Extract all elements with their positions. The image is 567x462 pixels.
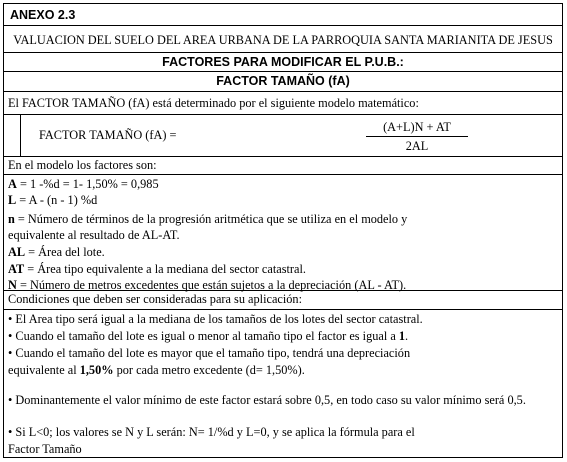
factor-tamano-heading: FACTOR TAMAÑO (fA) (216, 74, 350, 88)
condition-valor-minimo: • Dominantemente el valor mínimo de este factor estará sobre 0,5, en todo caso su valor mínimo será 0,5. (8, 393, 526, 407)
definition-a (8, 177, 159, 192)
definitions-row (4, 175, 562, 291)
annex-number: ANEXO 2.3 (10, 8, 76, 22)
definition-text: = Número de metros excedentes que están sujetos a la depreciación (AL - AT). (16, 278, 407, 292)
intro-text: El FACTOR TAMAÑO (fA) está determinado por el siguiente modelo matemático: (8, 96, 419, 110)
definition-text: = Área del lote. (25, 245, 105, 259)
annex-title-row (4, 4, 562, 26)
condition-mayor: • Cuando el tamaño del lote es mayor que el tamaño tipo, tendrá una depreciación (8, 346, 411, 360)
definition-symbol: AT (8, 262, 25, 276)
document-title: VALUACION DEL SUELO DEL AREA URBANA DE LA PARROQUIA SANTA MARIANITA DE JESUS (13, 33, 553, 47)
definition-n-continued (8, 228, 180, 243)
condition-l-negativo-continued: Factor Tamaño (8, 442, 82, 456)
definition-l (8, 193, 97, 208)
definition-at (8, 262, 306, 277)
formula-numerator: (A+L)N + AT (383, 120, 451, 134)
definition-text: = Área tipo equivalente a la mediana del sector catastral. (24, 262, 306, 276)
factores-heading-row (4, 53, 562, 72)
conditions-row (4, 310, 562, 459)
definition-symbol: n (8, 212, 15, 226)
definition-symbol: AL (8, 245, 26, 259)
condition-l-negativo: • Si L<0; los valores se N y L serán: N= 1/%d y L=0, y se aplica la fórmula para el (8, 425, 415, 439)
definition-text: = A - (n - 1) %d (16, 193, 98, 207)
formula-denominator: 2AL (405, 139, 429, 153)
factor-heading-row (4, 72, 562, 92)
conditions-heading: Condiciones que deben ser consideradas para su aplicación: (8, 292, 302, 306)
condition-value: 1,50% (79, 363, 114, 377)
model-heading-row (4, 157, 562, 175)
formula-label: FACTOR TAMAÑO (fA) = (39, 128, 177, 142)
condition-text: equivalente al (8, 363, 80, 377)
factores-heading: FACTORES PARA MODIFICAR EL P.U.B.: (162, 55, 404, 69)
condition-text: • Cuando el tamaño del lote es igual o menor al tamaño tipo el factor es igual a (8, 329, 399, 343)
definition-al (8, 245, 105, 260)
model-heading: En el modelo los factores son: (8, 158, 157, 172)
intro-row (4, 92, 562, 115)
condition-text: por cada metro excedente (d= 1,50%). (113, 363, 305, 377)
definition-symbol: L (8, 193, 17, 207)
annex-document (3, 3, 563, 458)
definition-text: = 1 -%d = 1- 1,50% = 0,985 (16, 177, 159, 191)
formula-cell (20, 115, 451, 156)
condition-area-tipo: • El Area tipo será igual a la mediana de los tamaños de los lotes del sector catastral. (8, 312, 423, 326)
condition-mayor-continued (8, 363, 305, 378)
document-title-row (4, 26, 562, 53)
definition-text: = Número de términos de la progresión aritmética que se utiliza en el modelo y (14, 212, 408, 226)
definition-text: equivalente al resultado de AL-AT. (8, 228, 180, 242)
conditions-heading-row (4, 291, 562, 310)
condition-value: 1 (398, 329, 406, 343)
fraction-bar (366, 136, 468, 137)
condition-text: . (405, 329, 409, 343)
definition-symbol: N (8, 278, 17, 292)
definition-n (8, 212, 407, 227)
definition-symbol: A (8, 177, 17, 191)
formula-row (4, 115, 562, 157)
condition-igual-menor (8, 329, 408, 344)
